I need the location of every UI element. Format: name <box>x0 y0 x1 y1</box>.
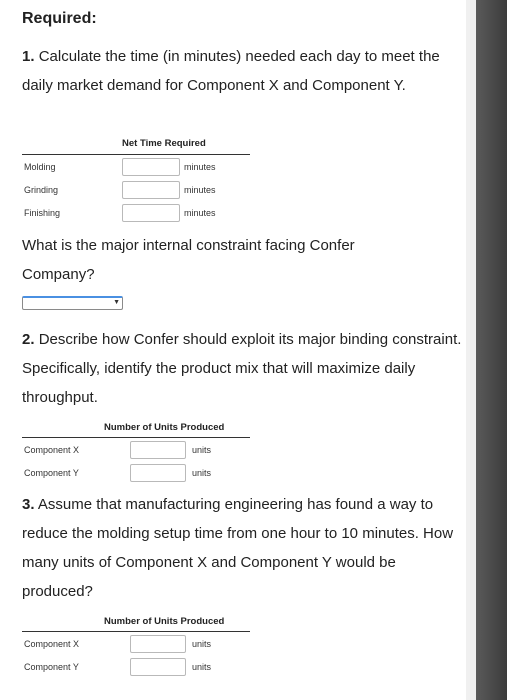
q2-row-label: Component X <box>24 445 80 455</box>
q1-row-grinding <box>22 181 250 201</box>
q1-question: Calculate the time (in minutes) needed each day to meet the daily market demand for Component X and Component Y. <box>22 48 440 94</box>
constraint-question: What is the major internal constraint facing Confer Company? <box>22 237 355 283</box>
q2-component-x-input[interactable] <box>130 441 186 459</box>
q3-table-rule <box>22 631 250 632</box>
finishing-minutes-input[interactable] <box>122 204 180 222</box>
q2-row-component-y <box>22 464 250 484</box>
q2-number: 2. <box>22 331 35 348</box>
q3-row-label: Component Y <box>24 662 79 672</box>
q3-row-component-y <box>22 658 250 678</box>
q1-row-unit: minutes <box>184 208 216 218</box>
required-heading: Required: <box>22 10 97 27</box>
q3-number: 3. <box>22 496 35 513</box>
q3-component-x-input[interactable] <box>130 635 186 653</box>
q3-component-y-input[interactable] <box>130 658 186 676</box>
q3-row-unit: units <box>192 662 212 672</box>
q1-table-header: Net Time Required <box>122 138 206 149</box>
q1-text <box>22 42 462 100</box>
q1-row-unit: minutes <box>184 185 216 195</box>
q1-row-label: Molding <box>24 162 56 172</box>
q1-table-rule <box>22 154 250 155</box>
window-scrollbar-edge[interactable] <box>476 0 507 700</box>
grinding-minutes-input[interactable] <box>122 181 180 199</box>
q2-row-label: Component Y <box>24 468 79 478</box>
q2-text <box>22 325 462 412</box>
q2-row-unit: units <box>192 445 212 455</box>
q3-text <box>22 490 462 606</box>
molding-minutes-input[interactable] <box>122 158 180 176</box>
page-gutter <box>466 0 476 700</box>
q1-table <box>22 135 250 225</box>
q1-row-finishing <box>22 204 250 224</box>
constraint-select[interactable] <box>22 296 123 310</box>
q1-row-unit: minutes <box>184 162 216 172</box>
chevron-down-icon: ▼ <box>113 299 120 306</box>
q2-table-rule <box>22 437 250 438</box>
q1-row-label: Finishing <box>24 208 61 218</box>
q3-table <box>22 614 250 684</box>
q1-row-molding <box>22 158 250 178</box>
q1-number: 1. <box>22 48 35 65</box>
q3-row-label: Component X <box>24 639 80 649</box>
q2-row-unit: units <box>192 468 212 478</box>
q3-row-unit: units <box>192 639 212 649</box>
q1-row-label: Grinding <box>24 185 59 195</box>
q3-question: Assume that manufacturing engineering has found a way to reduce the molding setup time from one hour to 10 minutes. How many units of Component X and Component Y would be produced? <box>22 496 454 600</box>
q3-table-header: Number of Units Produced <box>104 616 225 627</box>
q2-component-y-input[interactable] <box>130 464 186 482</box>
q2-question: Describe how Confer should exploit its major binding constraint. Specifically, identify the product mix that will maximize daily throughput. <box>22 331 462 406</box>
q2-table <box>22 419 250 489</box>
q2-table-header: Number of Units Produced <box>104 422 225 433</box>
q2-row-component-x <box>22 441 250 461</box>
q3-row-component-x <box>22 635 250 655</box>
